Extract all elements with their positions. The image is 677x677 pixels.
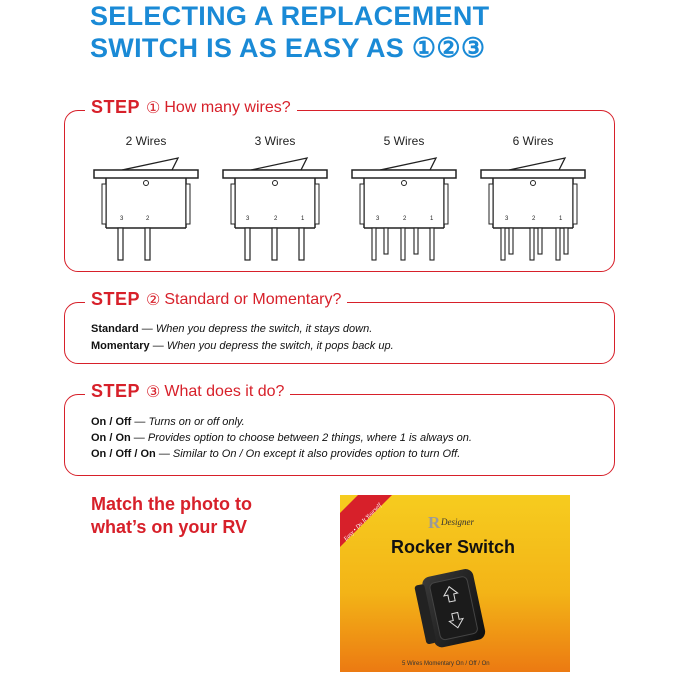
term-momentary: Momentary <box>91 340 150 352</box>
step-1-header <box>85 97 297 118</box>
switch-diagram-6-wires <box>479 150 587 265</box>
step-1-question: How many wires? <box>164 98 291 116</box>
step-3-line-on-on <box>91 432 472 444</box>
step-2-header <box>85 289 347 310</box>
wire-label-3: 3 Wires <box>254 134 296 148</box>
step-2-number: ② <box>146 291 161 309</box>
pin-label: 3 <box>376 216 380 222</box>
rocker-icon <box>380 158 436 170</box>
term-on-on: On / On <box>91 432 131 444</box>
page-title-line-2: SWITCH IS AS EASY AS ①②③ <box>90 33 486 63</box>
desc-standard: When you depress the switch, it stays down. <box>155 323 373 335</box>
pin-label: 2 <box>146 216 150 222</box>
step-2-line-momentary <box>91 340 394 352</box>
switch-diagram-2-wires <box>92 150 200 265</box>
rocker-icon <box>251 158 307 170</box>
step-3-question: What does it do? <box>164 382 285 400</box>
pin-label: 1 <box>301 216 305 222</box>
match-caption <box>91 493 252 539</box>
product-package-image <box>340 495 570 672</box>
step-1-number: ① <box>146 99 161 117</box>
step-3-header <box>85 381 290 402</box>
pin-label: 2 <box>532 216 536 222</box>
pin-label: 2 <box>403 216 407 222</box>
term-standard: Standard <box>91 323 139 335</box>
pin-label: 1 <box>559 216 563 222</box>
step-2-question: Standard or Momentary? <box>164 290 342 308</box>
rocker-icon <box>122 158 178 170</box>
switch-diagram-3-wires <box>221 150 329 265</box>
product-name: Rocker Switch <box>391 537 516 557</box>
wire-label-5: 5 Wires <box>383 134 425 148</box>
wire-label-6: 6 Wires <box>512 134 554 148</box>
dash: — <box>138 323 156 335</box>
brand-name: Designer <box>441 517 474 527</box>
term-on-off-on: On / Off / On <box>91 448 156 460</box>
step-3-line-on-off <box>91 416 245 428</box>
banner-text: Easy • Do It Yourself <box>343 502 383 543</box>
dash: — <box>149 340 167 352</box>
step-3-number: ③ <box>146 383 161 401</box>
dash: — <box>130 432 148 444</box>
desc-on-off-on: Similar to On / On except it also provides option to turn Off. <box>172 448 461 460</box>
brand-letter: R <box>428 513 441 532</box>
switch-diagram-5-wires <box>350 150 458 265</box>
desc-momentary: When you depress the switch, it pops back up. <box>166 340 394 352</box>
wire-label-2: 2 Wires <box>125 134 167 148</box>
match-caption-line-2: what’s on your RV <box>91 517 248 537</box>
desc-on-off: Turns on or off only. <box>148 416 245 428</box>
pin-label: 3 <box>505 216 509 222</box>
term-on-off: On / Off <box>91 416 132 428</box>
step-3-label: STEP <box>91 381 141 401</box>
step-2-label: STEP <box>91 289 141 309</box>
page-title <box>90 0 489 64</box>
step-3-line-on-off-on <box>91 448 460 460</box>
dash: — <box>131 416 149 428</box>
pin-label: 3 <box>246 216 250 222</box>
rocker-icon <box>509 158 565 170</box>
desc-on-on: Provides option to choose between 2 things, where 1 is always on. <box>147 432 472 444</box>
product-photo <box>340 495 570 672</box>
pin-label: 1 <box>430 216 434 222</box>
product-footer: 5 Wires Momentary On / Off / On <box>402 661 490 667</box>
pin-label: 3 <box>120 216 124 222</box>
step-2-line-standard <box>91 323 372 335</box>
match-caption-line-1: Match the photo to <box>91 494 252 514</box>
page-title-line-1: SELECTING A REPLACEMENT <box>90 1 490 31</box>
dash: — <box>155 448 173 460</box>
pin-label: 2 <box>274 216 278 222</box>
step-1-label: STEP <box>91 97 141 117</box>
